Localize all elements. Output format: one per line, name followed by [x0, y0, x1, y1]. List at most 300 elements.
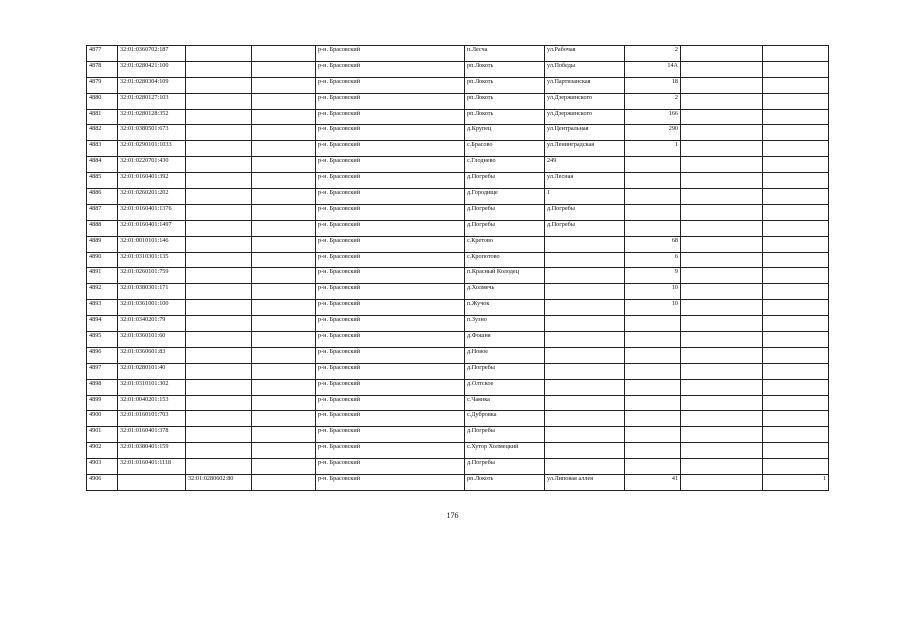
cell-house-number: 166 — [625, 109, 681, 125]
cell-extra — [681, 46, 763, 62]
cell-empty — [252, 316, 316, 332]
cell-empty — [252, 252, 316, 268]
cell-district: р-н. Брасовский — [316, 443, 465, 459]
cell-extra — [681, 363, 763, 379]
cell-house-number — [625, 459, 681, 475]
cell-empty — [252, 173, 316, 189]
cell-settlement: п.Зузно — [465, 316, 545, 332]
cell-quantity — [763, 316, 829, 332]
cell-cadastral-number-alt — [186, 109, 252, 125]
cell-district: р-н. Брасовский — [316, 252, 465, 268]
cell-quantity — [763, 411, 829, 427]
cell-empty — [252, 411, 316, 427]
cell-cadastral-number: 32:01:0310101:302 — [118, 379, 186, 395]
cell-extra — [681, 395, 763, 411]
cell-cadastral-number-alt — [186, 347, 252, 363]
cell-record-number: 4882 — [87, 125, 118, 141]
cell-empty — [252, 284, 316, 300]
cell-quantity — [763, 204, 829, 220]
cell-house-number: 2 — [625, 46, 681, 62]
cell-house-number — [625, 443, 681, 459]
cell-cadastral-number: 32:01:0010101:146 — [118, 236, 186, 252]
cell-house-number — [625, 347, 681, 363]
table-row — [87, 204, 829, 220]
cell-settlement: с.Дубровка — [465, 411, 545, 427]
cell-empty — [252, 141, 316, 157]
cell-house-number: 290 — [625, 125, 681, 141]
cell-street: ул.Дзержинского — [545, 109, 625, 125]
cell-street — [545, 379, 625, 395]
cell-quantity — [763, 268, 829, 284]
cell-cadastral-number: 32:01:0160401:1118 — [118, 459, 186, 475]
cell-cadastral-number: 32:01:0360702:187 — [118, 46, 186, 62]
cell-quantity — [763, 427, 829, 443]
cell-cadastral-number-alt — [186, 220, 252, 236]
cell-quantity: 1 — [763, 475, 829, 491]
cell-cadastral-number-alt — [186, 284, 252, 300]
cell-extra — [681, 189, 763, 205]
cell-record-number: 4894 — [87, 316, 118, 332]
cell-house-number: 6 — [625, 252, 681, 268]
cell-settlement: д.Погребы — [465, 204, 545, 220]
cell-settlement: с.Чаянка — [465, 395, 545, 411]
cell-district: р-н. Брасовский — [316, 141, 465, 157]
cell-record-number: 4879 — [87, 77, 118, 93]
table-row — [87, 459, 829, 475]
cell-cadastral-number: 32:01:0260101:759 — [118, 268, 186, 284]
cell-street — [545, 395, 625, 411]
cell-record-number: 4886 — [87, 189, 118, 205]
cell-quantity — [763, 236, 829, 252]
cell-record-number: 4906 — [87, 475, 118, 491]
cell-empty — [252, 347, 316, 363]
table-row — [87, 141, 829, 157]
cell-extra — [681, 77, 763, 93]
cell-cadastral-number-alt — [186, 125, 252, 141]
cell-street — [545, 236, 625, 252]
cell-empty — [252, 61, 316, 77]
cell-record-number: 4899 — [87, 395, 118, 411]
cell-record-number: 4892 — [87, 284, 118, 300]
cell-district: р-н. Брасовский — [316, 332, 465, 348]
cell-street — [545, 347, 625, 363]
cell-record-number: 4877 — [87, 46, 118, 62]
cell-district: р-н. Брасовский — [316, 204, 465, 220]
cell-settlement: д.Погребы — [465, 220, 545, 236]
table-body — [87, 46, 829, 491]
cell-extra — [681, 268, 763, 284]
cell-cadastral-number: 32:01:0290101:1033 — [118, 141, 186, 157]
cell-quantity — [763, 77, 829, 93]
cell-record-number: 4885 — [87, 173, 118, 189]
table-row — [87, 411, 829, 427]
cell-cadastral-number-alt — [186, 395, 252, 411]
cell-settlement: д.Погребы — [465, 173, 545, 189]
cell-street — [545, 268, 625, 284]
cell-quantity — [763, 125, 829, 141]
table-row — [87, 125, 829, 141]
cell-settlement: д.Новое — [465, 347, 545, 363]
cell-district: р-н. Брасовский — [316, 347, 465, 363]
cell-street: ул.Ленинградская — [545, 141, 625, 157]
cell-empty — [252, 427, 316, 443]
cell-district: р-н. Брасовский — [316, 475, 465, 491]
cell-street — [545, 443, 625, 459]
cell-cadastral-number: 32:01:0380301:171 — [118, 284, 186, 300]
cell-settlement: д.Городище — [465, 189, 545, 205]
cell-cadastral-number: 32:01:0160101:703 — [118, 411, 186, 427]
cell-quantity — [763, 109, 829, 125]
cell-street: 1 — [545, 189, 625, 205]
cell-quantity — [763, 443, 829, 459]
cell-settlement: рп.Локоть — [465, 109, 545, 125]
cell-extra — [681, 347, 763, 363]
cell-settlement: п.Жучок — [465, 300, 545, 316]
cell-record-number: 4902 — [87, 443, 118, 459]
cell-district: р-н. Брасовский — [316, 93, 465, 109]
cell-settlement: д.Фошня — [465, 332, 545, 348]
cell-quantity — [763, 459, 829, 475]
table-row — [87, 395, 829, 411]
cell-record-number: 4881 — [87, 109, 118, 125]
cell-house-number — [625, 395, 681, 411]
cell-cadastral-number-alt — [186, 236, 252, 252]
cell-settlement: с.Глоднево — [465, 157, 545, 173]
cell-quantity — [763, 252, 829, 268]
cell-house-number — [625, 204, 681, 220]
cell-extra — [681, 475, 763, 491]
cell-cadastral-number: 32:01:0360101:60 — [118, 332, 186, 348]
cell-quantity — [763, 379, 829, 395]
cell-cadastral-number-alt — [186, 379, 252, 395]
cell-district: р-н. Брасовский — [316, 173, 465, 189]
cell-cadastral-number: 32:01:0340201:79 — [118, 316, 186, 332]
cell-quantity — [763, 363, 829, 379]
cell-street: ул.Победы — [545, 61, 625, 77]
cell-district: р-н. Брасовский — [316, 363, 465, 379]
cell-street: ул.Дзержинского — [545, 93, 625, 109]
cell-street — [545, 316, 625, 332]
cell-district: р-н. Брасовский — [316, 61, 465, 77]
cell-cadastral-number-alt — [186, 173, 252, 189]
cell-empty — [252, 77, 316, 93]
cell-cadastral-number: 32:01:0260201:202 — [118, 189, 186, 205]
cell-record-number: 4900 — [87, 411, 118, 427]
cell-district: р-н. Брасовский — [316, 220, 465, 236]
cell-district: р-н. Брасовский — [316, 395, 465, 411]
cell-settlement: с.Хутор Холмецкий — [465, 443, 545, 459]
cell-empty — [252, 332, 316, 348]
cell-cadastral-number-alt — [186, 61, 252, 77]
cell-record-number: 4888 — [87, 220, 118, 236]
cell-settlement: с.Брасово — [465, 141, 545, 157]
cell-district: р-н. Брасовский — [316, 427, 465, 443]
cell-empty — [252, 189, 316, 205]
cell-record-number: 4884 — [87, 157, 118, 173]
cell-house-number: 10 — [625, 284, 681, 300]
cell-quantity — [763, 46, 829, 62]
cell-cadastral-number: 32:01:0280304:109 — [118, 77, 186, 93]
cell-cadastral-number: 32:01:0280101:40 — [118, 363, 186, 379]
cell-house-number — [625, 379, 681, 395]
cell-extra — [681, 459, 763, 475]
cell-extra — [681, 157, 763, 173]
cell-house-number — [625, 173, 681, 189]
table-row — [87, 316, 829, 332]
table-row — [87, 347, 829, 363]
cell-extra — [681, 109, 763, 125]
cell-district: р-н. Брасовский — [316, 411, 465, 427]
cell-street: ул.Липовая аллея — [545, 475, 625, 491]
cell-empty — [252, 395, 316, 411]
table-row — [87, 109, 829, 125]
cell-quantity — [763, 141, 829, 157]
cell-street — [545, 332, 625, 348]
cell-settlement: п.Красный Колодец — [465, 268, 545, 284]
table-row — [87, 427, 829, 443]
cell-cadastral-number-alt — [186, 46, 252, 62]
cell-cadastral-number: 32:01:0280127:103 — [118, 93, 186, 109]
cell-settlement: д.Холмечь — [465, 284, 545, 300]
cell-quantity — [763, 332, 829, 348]
cell-house-number — [625, 316, 681, 332]
cell-house-number: 10 — [625, 300, 681, 316]
cell-cadastral-number: 32:01:0360601:83 — [118, 347, 186, 363]
cell-cadastral-number-alt — [186, 443, 252, 459]
table-row — [87, 363, 829, 379]
cell-cadastral-number: 32:01:0160401:1376 — [118, 204, 186, 220]
cell-district: р-н. Брасовский — [316, 46, 465, 62]
cell-empty — [252, 204, 316, 220]
cell-district: р-н. Брасовский — [316, 316, 465, 332]
table-row — [87, 268, 829, 284]
cell-settlement: д.Крупец — [465, 125, 545, 141]
cell-house-number — [625, 157, 681, 173]
cell-quantity — [763, 93, 829, 109]
cell-quantity — [763, 61, 829, 77]
cell-cadastral-number-alt — [186, 141, 252, 157]
cell-house-number: 14А — [625, 61, 681, 77]
cell-district: р-н. Брасовский — [316, 157, 465, 173]
cell-cadastral-number — [118, 475, 186, 491]
cell-extra — [681, 411, 763, 427]
cell-house-number — [625, 363, 681, 379]
cell-district: р-н. Брасовский — [316, 379, 465, 395]
cell-street — [545, 363, 625, 379]
cell-house-number: 2 — [625, 93, 681, 109]
cell-cadastral-number: 32:01:0040201:153 — [118, 395, 186, 411]
cell-settlement: с.Кретово — [465, 236, 545, 252]
cell-empty — [252, 300, 316, 316]
cell-empty — [252, 475, 316, 491]
cell-street — [545, 427, 625, 443]
cell-cadastral-number-alt — [186, 77, 252, 93]
cell-house-number — [625, 189, 681, 205]
table-row — [87, 300, 829, 316]
cell-street: д.Погребы — [545, 204, 625, 220]
cell-cadastral-number-alt — [186, 189, 252, 205]
cell-cadastral-number: 32:01:0220701:430 — [118, 157, 186, 173]
cell-house-number: 1 — [625, 141, 681, 157]
cell-record-number: 4883 — [87, 141, 118, 157]
cell-quantity — [763, 300, 829, 316]
cell-empty — [252, 109, 316, 125]
cell-extra — [681, 379, 763, 395]
cell-house-number: 41 — [625, 475, 681, 491]
cell-street — [545, 459, 625, 475]
cell-street: ул.Центральная — [545, 125, 625, 141]
cell-house-number: 18 — [625, 77, 681, 93]
cell-district: р-н. Брасовский — [316, 459, 465, 475]
cell-cadastral-number-alt — [186, 316, 252, 332]
cell-record-number: 4893 — [87, 300, 118, 316]
cell-quantity — [763, 284, 829, 300]
table-row — [87, 77, 829, 93]
cell-cadastral-number: 32:01:0280421:100 — [118, 61, 186, 77]
cell-cadastral-number: 32:01:0380501:673 — [118, 125, 186, 141]
cell-district: р-н. Брасовский — [316, 236, 465, 252]
cell-record-number: 4901 — [87, 427, 118, 443]
cell-empty — [252, 459, 316, 475]
cell-settlement: с.Кропотово — [465, 252, 545, 268]
cell-cadastral-number-alt — [186, 300, 252, 316]
cell-record-number: 4890 — [87, 252, 118, 268]
table-row — [87, 61, 829, 77]
cell-extra — [681, 427, 763, 443]
cell-house-number: 9 — [625, 268, 681, 284]
table-row — [87, 443, 829, 459]
cell-district: р-н. Брасовский — [316, 189, 465, 205]
cell-cadastral-number-alt — [186, 268, 252, 284]
cell-extra — [681, 284, 763, 300]
cell-house-number — [625, 220, 681, 236]
table-row — [87, 475, 829, 491]
cell-quantity — [763, 395, 829, 411]
cell-street — [545, 300, 625, 316]
cell-settlement: д.Погребы — [465, 459, 545, 475]
table-row — [87, 157, 829, 173]
cell-extra — [681, 252, 763, 268]
table-row — [87, 189, 829, 205]
cell-house-number — [625, 411, 681, 427]
cell-district: р-н. Брасовский — [316, 284, 465, 300]
cell-record-number: 4903 — [87, 459, 118, 475]
cell-cadastral-number-alt — [186, 93, 252, 109]
cell-cadastral-number-alt: 32:01:0280602:80 — [186, 475, 252, 491]
cell-empty — [252, 236, 316, 252]
cell-extra — [681, 204, 763, 220]
cell-cadastral-number: 32:01:0160401:1497 — [118, 220, 186, 236]
table-row — [87, 220, 829, 236]
cell-extra — [681, 316, 763, 332]
cell-empty — [252, 268, 316, 284]
cell-extra — [681, 173, 763, 189]
cell-empty — [252, 363, 316, 379]
table-row — [87, 173, 829, 189]
cell-settlement: рп.Локоть — [465, 77, 545, 93]
cell-settlement: д.Погребы — [465, 363, 545, 379]
cell-cadastral-number-alt — [186, 411, 252, 427]
table-row — [87, 46, 829, 62]
cell-record-number: 4898 — [87, 379, 118, 395]
cell-quantity — [763, 173, 829, 189]
cell-empty — [252, 125, 316, 141]
table-row — [87, 332, 829, 348]
cell-settlement: д.Олтское — [465, 379, 545, 395]
cell-empty — [252, 93, 316, 109]
cell-street: 249 — [545, 157, 625, 173]
cell-district: р-н. Брасовский — [316, 125, 465, 141]
cell-settlement: рп.Локоть — [465, 61, 545, 77]
cell-house-number — [625, 332, 681, 348]
cell-district: р-н. Брасовский — [316, 300, 465, 316]
cell-street: ул.Лесная — [545, 173, 625, 189]
cell-cadastral-number: 32:01:0160401:392 — [118, 173, 186, 189]
cell-empty — [252, 220, 316, 236]
cell-empty — [252, 157, 316, 173]
cell-settlement: рп.Локоть — [465, 93, 545, 109]
cell-quantity — [763, 347, 829, 363]
property-register-table — [86, 45, 829, 491]
cell-district: р-н. Брасовский — [316, 268, 465, 284]
cell-settlement: п.Лесча — [465, 46, 545, 62]
table-row — [87, 379, 829, 395]
table-row — [87, 93, 829, 109]
cell-record-number: 4887 — [87, 204, 118, 220]
cell-house-number — [625, 427, 681, 443]
cell-house-number: 68 — [625, 236, 681, 252]
cell-cadastral-number: 32:01:0361001:100 — [118, 300, 186, 316]
cell-record-number: 4895 — [87, 332, 118, 348]
cell-district: р-н. Брасовский — [316, 109, 465, 125]
cell-settlement: рп.Локоть — [465, 475, 545, 491]
table-row — [87, 236, 829, 252]
cell-record-number: 4896 — [87, 347, 118, 363]
cell-empty — [252, 443, 316, 459]
cell-quantity — [763, 220, 829, 236]
cell-cadastral-number-alt — [186, 157, 252, 173]
cell-record-number: 4897 — [87, 363, 118, 379]
cell-extra — [681, 236, 763, 252]
cell-street — [545, 252, 625, 268]
table-row — [87, 252, 829, 268]
cell-empty — [252, 46, 316, 62]
cell-street — [545, 411, 625, 427]
cell-district: р-н. Брасовский — [316, 77, 465, 93]
cell-extra — [681, 61, 763, 77]
cell-extra — [681, 443, 763, 459]
cell-cadastral-number-alt — [186, 363, 252, 379]
cell-cadastral-number: 32:01:0380401:159 — [118, 443, 186, 459]
cell-record-number: 4889 — [87, 236, 118, 252]
cell-cadastral-number-alt — [186, 252, 252, 268]
cell-cadastral-number: 32:01:0280128:352 — [118, 109, 186, 125]
cell-record-number: 4878 — [87, 61, 118, 77]
cell-extra — [681, 141, 763, 157]
cell-street — [545, 284, 625, 300]
cell-cadastral-number: 32:01:0160401:378 — [118, 427, 186, 443]
cell-extra — [681, 332, 763, 348]
cell-record-number: 4891 — [87, 268, 118, 284]
cell-extra — [681, 220, 763, 236]
cell-street: д.Погребы — [545, 220, 625, 236]
table-row — [87, 284, 829, 300]
cell-extra — [681, 300, 763, 316]
cell-settlement: д.Погребы — [465, 427, 545, 443]
cell-cadastral-number-alt — [186, 332, 252, 348]
cell-street: ул.Рабочая — [545, 46, 625, 62]
cell-extra — [681, 93, 763, 109]
